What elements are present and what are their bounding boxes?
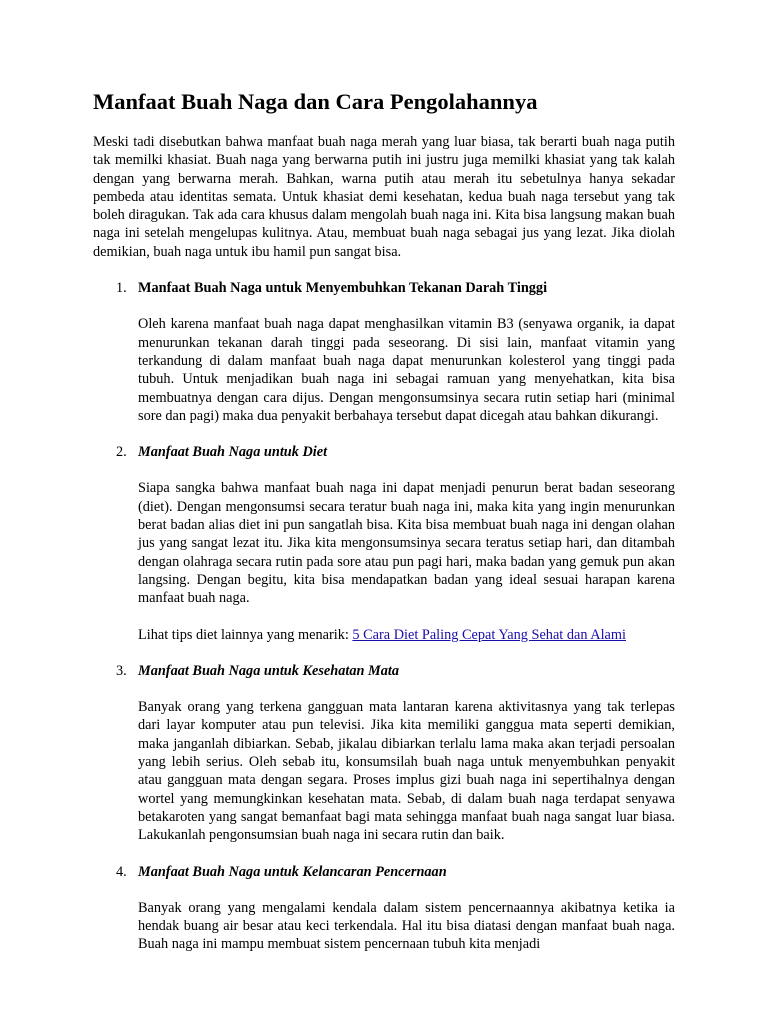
section-4-number: 4. [116, 863, 127, 880]
section-3-text: Banyak orang yang terkena gangguan mata lantaran karena aktivitasnya yang tak terlepas dari layar komputer atau pun televisi. Jika kita memiliki ganggua mata seperti demikian, maka janganlah dibiarkan. Sebab, jikalau dibiarkan terlalu lama maka akan terjadi persoalan yang lebih serius. Oleh sebab itu, konsumsilah buah naga untuk menyembuhkan penyakit atau gangguan mata dengan segara. Proses implus gizi buah naga ini sepertihalnya dengan wortel yang memungkinkan kesehatan mata. Sebab, di dalam buah naga terdapat senyawa betakaroten yang sangat bemanfaat bagi mata sehingga manfaat buah naga sangat luar biasa. Lakukanlah pengonsumsian buah naga ini secara rutin dan baik. [138, 699, 675, 844]
section-4-header [93, 863, 675, 881]
diet-tips-link[interactable]: 5 Cara Diet Paling Cepat Yang Sehat dan Alami [352, 626, 626, 643]
section-3-header [93, 662, 675, 680]
intro-paragraph: Meski tadi disebutkan bahwa manfaat buah naga merah yang luar biasa, tak berarti buah naga putih tak memilki khasiat. Buah naga yang berwarna putih ini justru juga memilki khasiat yang tak kalah dengan yang berwarna merah. Bahkan, warna putih atau merah itu sebetulnya hanya sekadar pembeda atau identitas semata. Untuk khasiat demi kesehatan, kedua buah naga tersebut yang tak boleh diragukan. Tak ada cara khusus dalam mengolah buah naga ini. Kita bisa langsung makan buah naga ini setelah mengelupas kulitnya. Atau, membuat buah naga sebagai jus yang lezat. Jika diolah demikian, buah naga untuk ibu hamil pun sangat bisa. [93, 134, 675, 260]
section-2-heading: Manfaat Buah Naga untuk Diet [138, 444, 328, 461]
page-title: Manfaat Buah Naga dan Cara Pengolahannya [93, 89, 538, 114]
section-1-number: 1. [116, 280, 127, 297]
section-2-header [93, 443, 675, 461]
section-2-number: 2. [116, 444, 127, 461]
diet-tip-label: Lihat tips diet lainnya yang menarik: [138, 626, 349, 643]
section-1 [93, 279, 675, 425]
section-1-header [93, 279, 675, 297]
section-2 [93, 443, 675, 644]
section-3 [93, 662, 675, 845]
section-1-text: Oleh karena manfaat buah naga dapat menghasilkan vitamin B3 (senyawa organik, ia dapat menurunkan tekanan darah tinggi pada seseorang. Di sisi lain, manfaat vitamin yang terkandung di dalam manfaat buah naga dapat menurunkan kolesterol yang tinggi pada tubuh. Untuk menjadikan buah naga ini sebagai ramuan yang menyehatkan, kita bisa membuatnya dengan cara dijus. Dengan mengonsumsinya secara rutin setiap hari (minimal sore dan pagi) maka dua penyakit berbahaya tersebut dapat dicegah atau bahkan dikurangi. [138, 316, 675, 424]
section-3-number: 3. [116, 662, 127, 679]
section-1-heading: Manfaat Buah Naga untuk Menyembuhkan Tekanan Darah Tinggi [138, 280, 548, 297]
diet-tip-line [138, 626, 675, 644]
section-4-heading: Manfaat Buah Naga untuk Kelancaran Pencernaan [138, 863, 447, 880]
section-4 [93, 863, 675, 954]
section-3-heading: Manfaat Buah Naga untuk Kesehatan Mata [138, 662, 399, 679]
section-2-text: Siapa sangka bahwa manfaat buah naga ini dapat menjadi penurun berat badan seseorang (diet). Dengan mengonsumsi secara teratur buah naga ini, maka kita yang ingin menurunkan berat badan alias diet ini pun sangatlah bisa. Kita bisa membuat buah naga ini dengan olahan jus yang sangat lezat itu. Jika kita mengonsumsinya secara teratus setiap hari, dan ditambah dengan olahraga secara rutin pada sore atau pun pagi hari, maka badan yang gemuk pun akan langsing. Dengan begitu, kita bisa mendapatkan badan yang ideal sesuai harapan karena manfaat buah naga. [138, 480, 675, 607]
section-4-text: Banyak orang yang mengalami kendala dalam sistem pencernaannya akibatnya ketika ia hendak buang air besar atau keci terkendala. Hal itu bisa diatasi dengan manfaat buah naga. Buah naga ini mampu membuat sistem pencernaan tubuh kita menjadi [138, 899, 675, 953]
